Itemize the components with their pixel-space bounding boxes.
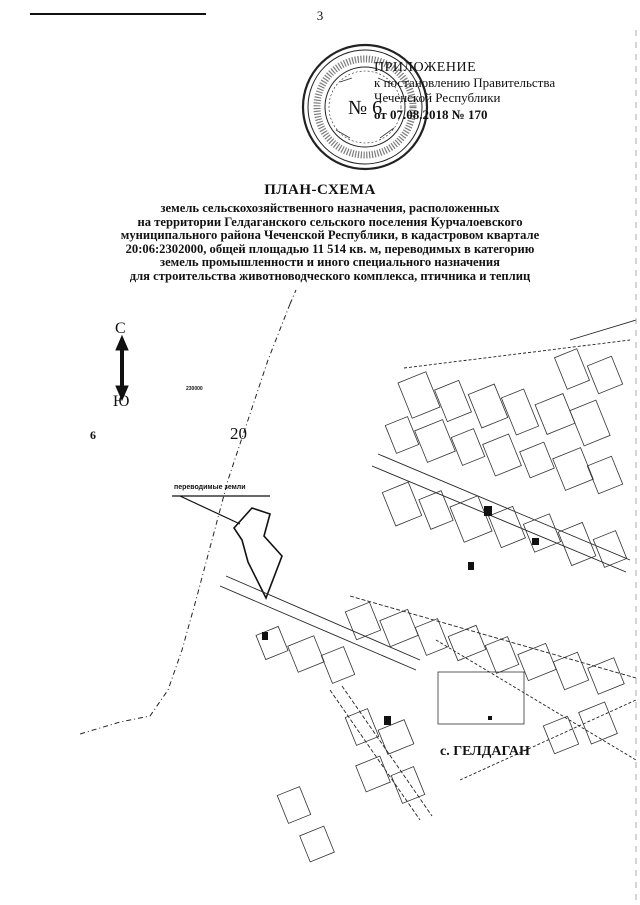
subtitle-line: на территории Гелдаганского сельского поселения Курчалоевского: [137, 214, 523, 229]
map-label-6: 6: [90, 428, 96, 442]
compass-arrow-icon: [116, 336, 128, 400]
appendix-title: ПРИЛОЖЕНИЕ: [374, 60, 477, 75]
page-number: 3: [316, 8, 324, 23]
stamp-number: № 6: [348, 97, 383, 119]
transfer-land-label: переводимые земли: [174, 484, 246, 491]
appendix-date: от 07.08.2018 № 170: [374, 107, 488, 122]
subtitle-line: для строительства животноводческого комплекса, птичника и теплиц: [129, 268, 531, 283]
compass-south-label: Ю: [113, 393, 130, 410]
compass-north-label: С: [115, 320, 126, 337]
roads: [220, 320, 636, 820]
appendix-line3: Чеченской Республики: [374, 90, 501, 105]
appendix-line2: к постановлению Правительства: [374, 75, 556, 90]
village-label: с. ГЕЛДАГАН: [440, 744, 530, 759]
subtitle-line: муниципального района Чеченской Республики, в кадастровом квартале: [120, 228, 540, 242]
subtitle-line: земель сельскохозяйственного назначения, расположенных: [160, 201, 500, 215]
document-title: ПЛАН-СХЕМА: [264, 182, 376, 198]
map-small-label: 230000: [186, 386, 203, 392]
map-label-20: 20: [230, 424, 247, 443]
subtitle-line: 20:06:2302000, общей площадью 11 514 кв. м, переводимых в категорию: [125, 241, 535, 256]
subtitle-line: земель промышленности и иного специального назначения: [160, 255, 500, 269]
transfer-land-parcel: [234, 508, 282, 598]
village-parcels: [256, 349, 627, 862]
